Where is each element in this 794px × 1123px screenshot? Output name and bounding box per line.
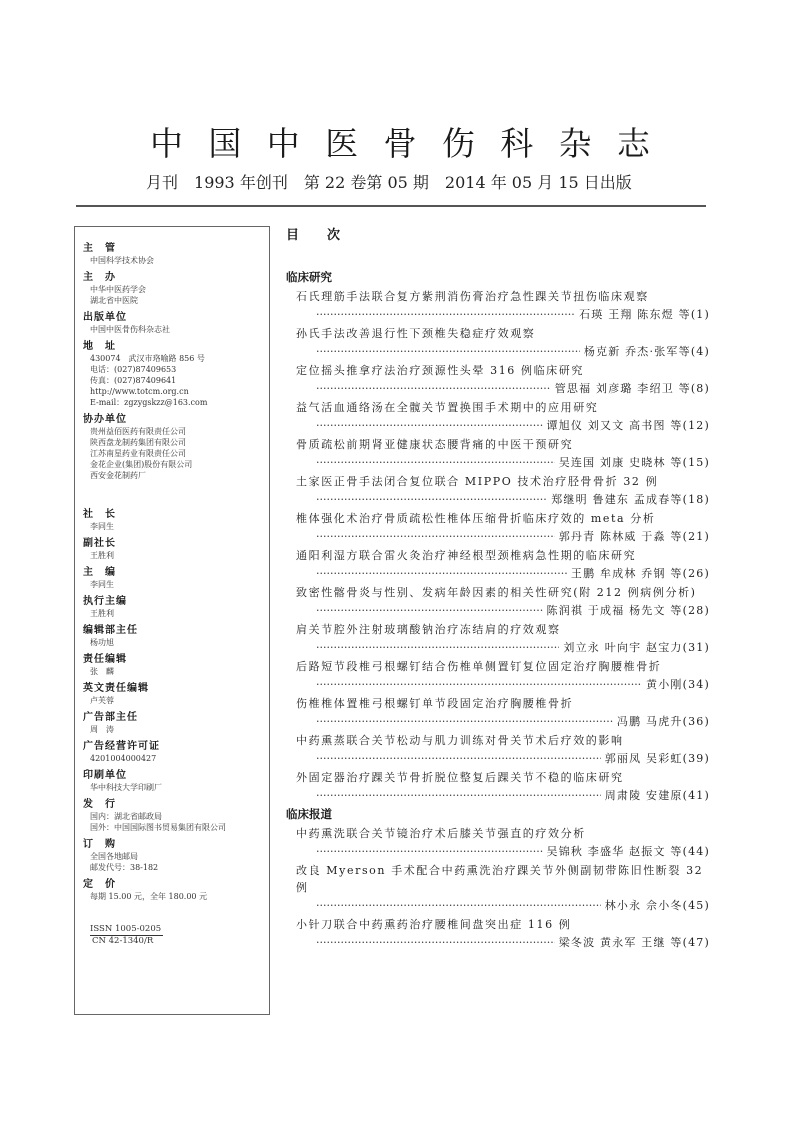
toc-entry-byline (316, 712, 710, 731)
toc-entry-page[interactable]: (18) (682, 493, 710, 506)
masthead-value: 卢芙蓉 (90, 696, 114, 705)
toc-entry-byline (316, 749, 710, 768)
subtitle-part: 2014 年 05 月 15 日出版 (444, 173, 632, 192)
masthead-group (83, 838, 269, 873)
toc-entry-authors: 冯鹏 马虎升 (616, 715, 683, 728)
masthead-value: 张 麟 (90, 667, 114, 676)
toc-entry-title[interactable]: 中药熏洗联合关节镜治疗术后膝关节强直的疗效分析 (296, 827, 586, 840)
toc-entry-authors: 周肃陵 安建原 (604, 789, 683, 802)
toc-entry[interactable] (296, 916, 710, 952)
toc-entry-page[interactable]: (4) (690, 345, 710, 358)
toc-entry[interactable] (296, 547, 710, 583)
masthead-label: 协办单位 (83, 414, 127, 425)
toc-entry-page[interactable]: (45) (682, 899, 710, 912)
dot-leader (316, 527, 555, 546)
toc-entry-page[interactable]: (21) (682, 530, 710, 543)
toc-entry[interactable] (296, 621, 710, 657)
issn-number: ISSN 1005-0205 (90, 924, 162, 934)
toc-entry-title[interactable]: 外固定器治疗踝关节骨折脱位整复后踝关节不稳的临床研究 (296, 771, 624, 784)
toc-entry-title[interactable]: 改良 Myerson 手术配合中药熏洗治疗踝关节外侧副韧带陈旧性断裂 32 例 (296, 864, 704, 894)
dot-leader (316, 933, 555, 952)
masthead-label: 副社长 (83, 538, 116, 549)
toc-entry-authors: 吴锦秋 李盛华 赵振文 等 (546, 845, 683, 858)
journal-subtitle (146, 173, 666, 193)
toc-entry-authors: 石瑛 王翔 陈东煜 等 (579, 308, 691, 321)
masthead-value: 传真：(027)87409641 (90, 376, 177, 385)
toc-entry[interactable] (296, 436, 710, 472)
dot-leader (316, 749, 601, 768)
title-char: 科 (500, 124, 534, 163)
toc-entry-authors: 黄小刚 (646, 678, 683, 691)
masthead-group (83, 878, 269, 902)
masthead-value: 电话：(027)87409653 (90, 365, 177, 374)
masthead-label: 主 办 (83, 272, 116, 283)
masthead-value: 全国各地邮局 (90, 852, 138, 861)
title-char: 志 (617, 124, 650, 163)
masthead-value: 周 涛 (90, 725, 114, 734)
toc-entry-page[interactable]: (28) (682, 604, 710, 617)
toc-entry[interactable] (296, 862, 710, 915)
subtitle-part: 第 22 卷第 05 期 (303, 173, 429, 192)
masthead-label: 广告部主任 (83, 712, 138, 723)
toc-entry-title[interactable]: 孙氏手法改善退行性下颈椎失稳症疗效观察 (296, 327, 536, 340)
title-char: 中 (266, 124, 300, 163)
dot-leader (316, 305, 575, 324)
dot-leader (316, 342, 580, 361)
toc-entry-authors: 王鹏 牟成林 乔钢 等 (570, 567, 683, 580)
toc-entry-title[interactable]: 土家医正骨手法闭合复位联合 MIPPO 技术治疗胫骨骨折 32 例 (296, 475, 659, 488)
masthead-group (83, 508, 269, 532)
masthead-group (83, 624, 269, 648)
masthead-label: 社 长 (83, 509, 116, 520)
masthead-group (83, 242, 269, 266)
toc-entry-byline (316, 896, 710, 915)
toc-entry-authors: 谭旭仪 刘又文 高书图 等 (546, 419, 683, 432)
masthead-group (83, 711, 269, 735)
masthead-value: 李同生 (90, 522, 114, 531)
toc-entry[interactable] (296, 584, 710, 620)
dot-leader (316, 712, 613, 731)
header-divider (76, 205, 706, 207)
toc-entry-authors: 管思福 刘彦璐 李绍卫 等 (554, 382, 691, 395)
masthead-value: 430074 武汉市珞喻路 856 号 (90, 354, 205, 363)
dot-leader (316, 675, 642, 694)
masthead-group (83, 537, 269, 561)
title-char: 国 (208, 124, 242, 163)
dot-leader (316, 564, 567, 583)
masthead-spacer (83, 486, 269, 508)
toc-entry-authors: 陈润祺 于成福 杨先文 等 (546, 604, 683, 617)
issn-block (83, 916, 269, 947)
table-of-contents (286, 228, 710, 954)
toc-entry-byline (316, 416, 710, 435)
toc-entry-page[interactable]: (36) (682, 715, 710, 728)
subtitle-part: 1993 年创刊 (194, 173, 288, 192)
masthead-label: 印刷单位 (83, 770, 127, 781)
toc-entry-byline (316, 601, 710, 620)
toc-entry[interactable] (296, 325, 710, 361)
title-char: 骨 (383, 124, 417, 163)
masthead-value: 国内：湖北省邮政局 (90, 812, 162, 821)
dot-leader (316, 786, 601, 805)
toc-entry-title[interactable]: 小针刀联合中药熏药治疗腰椎间盘突出症 116 例 (296, 918, 572, 931)
toc-entry-authors: 吴连国 刘康 史晓林 等 (558, 456, 683, 469)
masthead-value: http://www.totcm.org.cn (90, 387, 189, 396)
dot-leader (316, 638, 559, 657)
masthead-label: 编辑部主任 (83, 625, 138, 636)
masthead-value: 王胜利 (90, 551, 114, 560)
cn-number: CN 42-1340/R (92, 936, 154, 946)
toc-entry[interactable] (296, 288, 710, 324)
toc-entry-page[interactable]: (12) (682, 419, 710, 432)
toc-entry-page[interactable]: (39) (682, 752, 710, 765)
toc-entry-title[interactable]: 椎体强化术治疗骨质疏松性椎体压缩骨折临床疗效的 meta 分析 (296, 512, 656, 525)
toc-entry-byline (316, 379, 710, 398)
masthead-group (83, 682, 269, 706)
masthead-value: 杨功旭 (90, 638, 114, 647)
toc-entry-page[interactable]: (31) (682, 641, 710, 654)
toc-entry-page[interactable]: (41) (682, 789, 710, 802)
masthead-group (83, 653, 269, 677)
toc-entry[interactable] (296, 658, 710, 694)
subtitle-part: 月刊 (146, 173, 179, 192)
masthead-value: 江苏南星药业有限责任公司 (90, 449, 186, 458)
toc-entry-authors: 郭丽凤 吴彩虹 (604, 752, 683, 765)
toc-entry-title[interactable]: 石氏理筋手法联合复方紫荆消伤膏治疗急性踝关节扭伤临床观察 (296, 290, 649, 303)
toc-entry-authors: 郑继明 鲁建东 孟成春等 (551, 493, 683, 506)
masthead-value: 王胜利 (90, 609, 114, 618)
toc-entry-title[interactable]: 通阳利湿方联合雷火灸治疗神经根型颈椎病急性期的临床研究 (296, 549, 637, 562)
toc-entry-byline (316, 933, 710, 952)
toc-entry-title[interactable]: 肩关节腔外注射玻璃酸钠治疗冻结肩的疗效观察 (296, 623, 561, 636)
toc-entry-title[interactable]: 骨质疏松前期肾亚健康状态腰背痛的中医干预研究 (296, 438, 574, 451)
title-char: 伤 (441, 124, 475, 163)
dot-leader (316, 453, 555, 472)
masthead-value: E-mail：zgzygskzz@163.com (90, 398, 208, 407)
toc-entry-authors: 林小永 佘小冬 (604, 899, 683, 912)
masthead-value: 西安金花制药厂 (90, 471, 146, 480)
toc-entry-title[interactable]: 伤椎椎体置椎弓根螺钉单节段固定治疗胸腰椎骨折 (296, 697, 574, 710)
toc-entry-byline (316, 490, 710, 509)
toc-entry-authors: 郭丹青 陈林威 于淼 等 (558, 530, 683, 543)
masthead-label: 地 址 (83, 341, 116, 352)
toc-entry-title[interactable]: 致密性髂骨炎与性别、发病年龄因素的相关性研究(附 212 例病例分析) (296, 586, 697, 599)
toc-entry-page[interactable]: (34) (682, 678, 710, 691)
masthead-group (83, 566, 269, 590)
journal-title (150, 126, 650, 162)
toc-entry[interactable] (296, 825, 710, 861)
toc-entry-byline (316, 564, 710, 583)
masthead-value: 陕西盘龙制药集团有限公司 (90, 438, 186, 447)
masthead-value: 国外：中国国际图书贸易集团有限公司 (90, 823, 226, 832)
toc-entry[interactable] (296, 473, 710, 509)
toc-entry[interactable] (296, 769, 710, 805)
toc-section-title: 临床报道 (286, 807, 332, 821)
toc-entry-authors: 杨克新 乔杰·张军等 (583, 345, 691, 358)
toc-section-title: 临床研究 (286, 270, 332, 284)
masthead-group (83, 271, 269, 306)
toc-entry-page[interactable]: (1) (690, 308, 710, 321)
masthead-label: 主 编 (83, 567, 116, 578)
masthead-group (83, 311, 269, 335)
toc-entry-title[interactable]: 后路短节段椎弓根螺钉结合伤椎单侧置钉复位固定治疗胸腰椎骨折 (296, 660, 662, 673)
toc-entry-authors: 刘立永 叶向宇 赵宝力 (563, 641, 683, 654)
masthead-value: 每期 15.00 元，全年 180.00 元 (90, 892, 208, 901)
toc-entry[interactable] (296, 510, 710, 546)
toc-entry-page[interactable]: (8) (690, 382, 710, 395)
masthead-label: 主 管 (83, 243, 116, 254)
toc-entry-byline (316, 453, 710, 472)
masthead-value: 4201004000427 (90, 754, 157, 763)
toc-entry[interactable] (296, 732, 710, 768)
toc-heading-char: 次 (327, 228, 341, 243)
masthead-value: 华中科技大学印刷厂 (90, 783, 162, 792)
masthead-label: 英文责任编辑 (83, 683, 149, 694)
masthead-value: 贵州益佰医药有限责任公司 (90, 427, 186, 436)
masthead-group (83, 798, 269, 833)
toc-heading (286, 228, 710, 244)
masthead-value: 邮发代号：38-182 (90, 863, 159, 872)
toc-entry-title[interactable]: 定位摇头推拿疗法治疗颈源性头晕 316 例临床研究 (296, 364, 584, 377)
dot-leader (316, 601, 543, 620)
toc-entry[interactable] (296, 695, 710, 731)
toc-entry-authors: 梁冬波 黄永军 王继 等 (558, 936, 683, 949)
masthead-label: 定 价 (83, 879, 116, 890)
masthead-value: 中国科学技术协会 (90, 256, 154, 265)
masthead-group (83, 340, 269, 408)
toc-entry-byline (316, 675, 710, 694)
toc-entry-byline (316, 842, 710, 861)
toc-heading-char: 目 (286, 228, 300, 243)
toc-entry-byline (316, 786, 710, 805)
dot-leader (316, 896, 601, 915)
toc-entry[interactable] (296, 362, 710, 398)
masthead-value: 李同生 (90, 580, 114, 589)
masthead-label: 发 行 (83, 799, 116, 810)
masthead-group (83, 740, 269, 764)
masthead-group (83, 769, 269, 793)
masthead-label: 订 购 (83, 839, 116, 850)
masthead-value: 湖北省中医院 (90, 296, 138, 305)
toc-entry-page[interactable]: (44) (682, 845, 710, 858)
toc-entry-byline (316, 342, 710, 361)
masthead-label: 广告经营许可证 (83, 741, 160, 752)
masthead-value: 中国中医骨伤科杂志社 (90, 325, 170, 334)
toc-entry-byline (316, 638, 710, 657)
masthead-label: 执行主编 (83, 596, 127, 607)
dot-leader (316, 416, 543, 435)
dot-leader (316, 490, 547, 509)
toc-entry-page[interactable]: (26) (682, 567, 710, 580)
toc-entry-title[interactable]: 益气活血通络汤在全髋关节置换围手术期中的应用研究 (296, 401, 599, 414)
dot-leader (316, 379, 551, 398)
toc-entry-title[interactable]: 中药熏蒸联合关节松动与肌力训练对骨关节术后疗效的影响 (296, 734, 624, 747)
toc-entry-page[interactable]: (47) (682, 936, 710, 949)
masthead-group (83, 595, 269, 619)
masthead-box (74, 226, 270, 1015)
masthead-label: 出版单位 (83, 312, 127, 323)
title-char: 中 (150, 124, 183, 163)
toc-entry-byline (316, 527, 710, 546)
toc-entry-byline (316, 305, 710, 324)
dot-leader (316, 842, 543, 861)
masthead-value: 中华中医药学会 (90, 285, 146, 294)
masthead-group (83, 413, 269, 481)
toc-entry-page[interactable]: (15) (682, 456, 710, 469)
title-char: 医 (325, 124, 359, 163)
title-char: 杂 (558, 124, 592, 163)
masthead-label: 责任编辑 (83, 654, 127, 665)
masthead-value: 金花企业(集团)股份有限公司 (90, 460, 193, 469)
toc-entry[interactable] (296, 399, 710, 435)
